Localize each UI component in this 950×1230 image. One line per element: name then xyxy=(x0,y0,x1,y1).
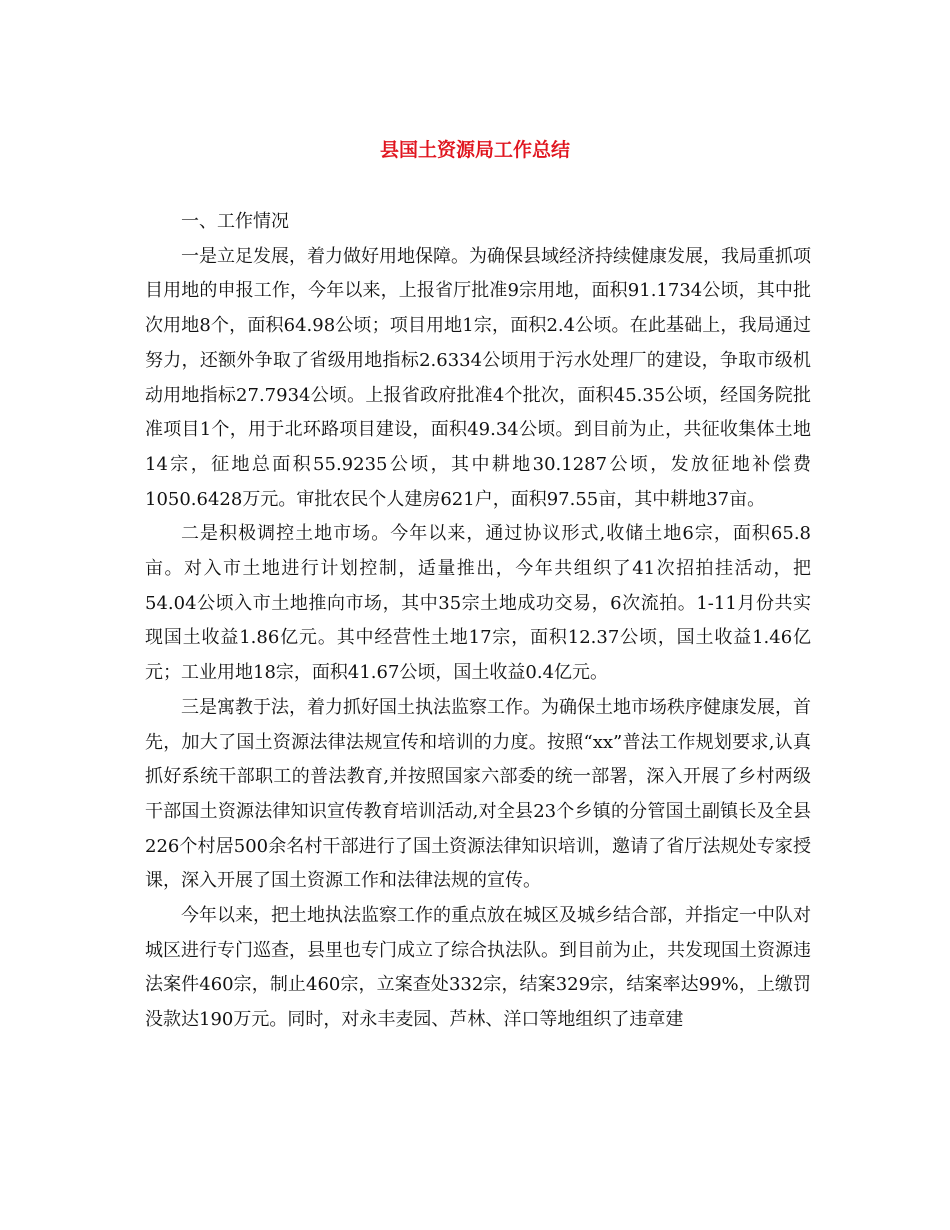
paragraph-land-supply: 一是立足发展，着力做好用地保障。为确保县域经济持续健康发展，我局重抓项目用地的申报工作，今年以来，上报省厅批准9宗用地，面积91.1734公顷，其中批次用地8个，面积64.98公顷；项目用地1宗，面积2.4公顷。在此基础上，我局通过努力，还额外争取了省级用地指标2.6334公顷用于污水处理厂的建设，争取市级机动用地指标27.7934公顷。上报省政府批准4个批次，面积45.35公顷，经国务院批准项目1个，用于北环路项目建设，面积49.34公顷。到目前为止，共征收集体土地14宗，征地总面积55.9235公顷，其中耕地30.1287公顷，发放征地补偿费1050.6428万元。审批农民个人建房621户，面积97.55亩，其中耕地37亩。 xyxy=(145,245,811,510)
paragraph-law-enforcement: 三是寓教于法，着力抓好国土执法监察工作。为确保土地市场秩序健康发展，首先，加大了国土资源法律法规宣传和培训的力度。按照“xx”普法工作规划要求,认真抓好系统干部职工的普法教育,并按照国家六部委的统一部署，深入开展了乡村两级干部国土资源法律知识宣传教育培训活动,对全县23个乡镇的分管国土副镇长及全县226个村居500余名村干部进行了国土资源法律知识培训，邀请了省厅法规处专家授课，深入开展了国土资源工作和法律法规的宣传。 xyxy=(145,696,811,892)
document-title: 县国土资源局工作总结 xyxy=(379,139,570,161)
section-heading: 一、工作情况 xyxy=(181,211,289,232)
paragraph-enforcement-results: 今年以来，把土地执法监察工作的重点放在城区及城乡结合部，并指定一中队对城区进行专门巡查，县里也专门成立了综合执法队。到目前为止，共发现国土资源违法案件460宗，制止460宗，立案查处332宗，结案329宗，结案率达99%，上缴罚没款达190万元。同时，对永丰麦园、芦林、洋口等地组织了违章建 xyxy=(145,905,811,1031)
document-body xyxy=(145,205,811,1038)
paragraph-land-market: 二是积极调控土地市场。今年以来，通过协议形式,收储土地6宗，面积65.8亩。对入市土地进行计划控制，适量推出，今年共组织了41次招拍挂活动，把54.04公顷入市土地推向市场，其中35宗土地成功交易，6次流拍。1-11月份共实现国土收益1.86亿元。其中经营性土地17宗，面积12.37公顷，国土收益1.46亿元；工业用地18宗，面积41.67公顷，国土收益0.4亿元。 xyxy=(145,523,811,684)
